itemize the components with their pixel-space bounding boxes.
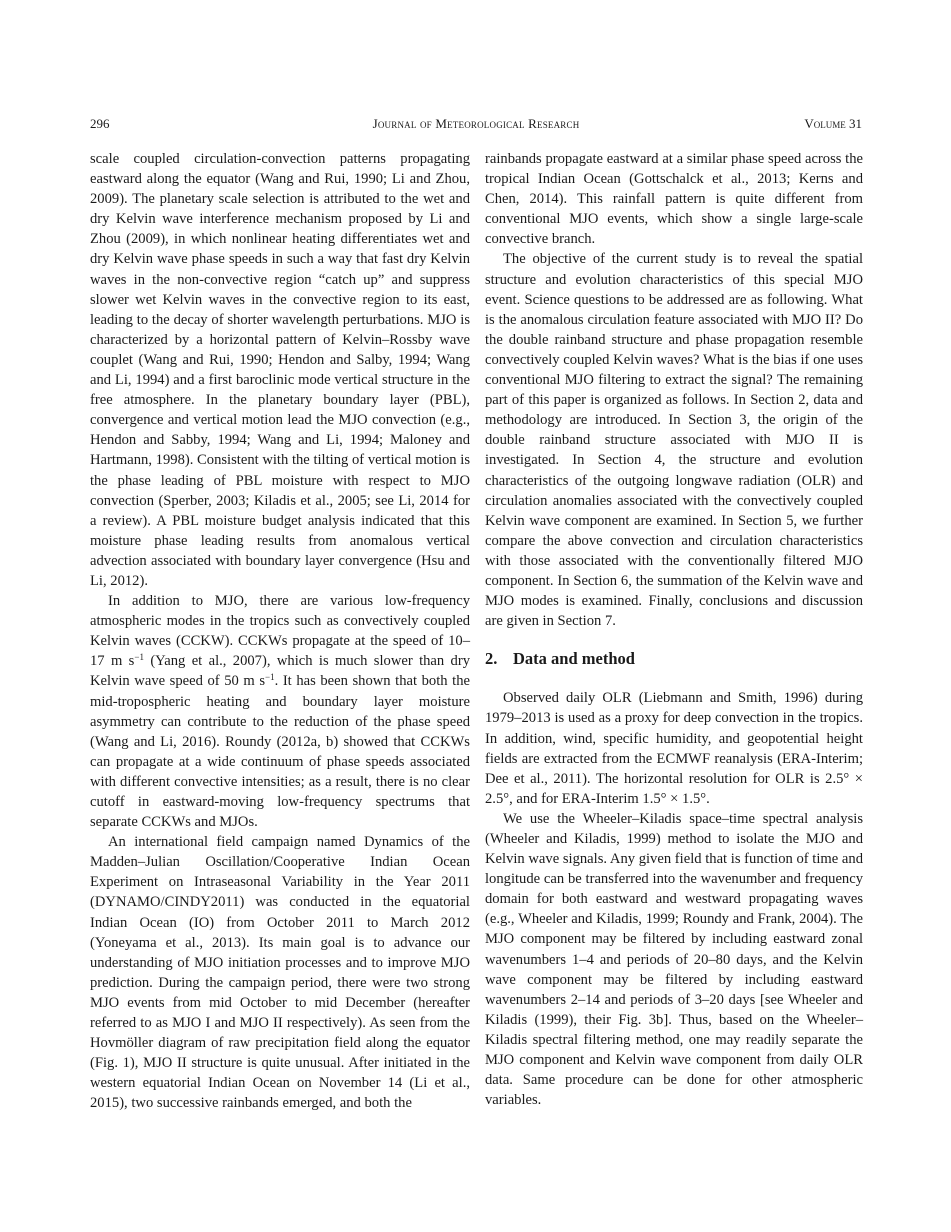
right-column xyxy=(485,149,863,1110)
section-title: Data and method xyxy=(513,649,635,669)
paragraph: The objective of the current study is to reveal the spatial structure and evolution characteristics of this special MJO event. Science questions to be addressed are as following. What is the anomalous circulation feature associated with MJO II? Do the double rainband structure and phase propagation resemble convectively coupled Kelvin waves? What is the bias if one uses conventional MJO filtering to extract the signal? The remaining part of this paper is organized as follows. In Section 2, data and methodology are introduced. In Section 3, the origin of the double rainband structure associated with MJO II is investigated. In Section 4, the structure and evolution characteristics of the outgoing longwave radiation (OLR) and circulation anomalies associated with the convectively coupled Kelvin wave component are examined. In Section 5, we further compare the above convection and circulation characteristics with those associated with the conventionally filtered MJO component. In Section 6, the summation of the Kelvin wave and MJO modes is examined. Finally, conclusions and discussion are given in Section 7. xyxy=(485,251,863,630)
volume-label: Volume 31 xyxy=(804,116,862,131)
page-header xyxy=(90,116,862,134)
paragraph: rainbands propagate eastward at a similar phase speed across the tropical Indian Ocean (Gottschalck et al., 2013; Kerns and Chen, 2014). This rainfall pattern is quite different from conventional MJO events, which show a single large-scale convective branch. xyxy=(485,151,863,248)
paragraph: An international field campaign named Dynamics of the Madden–Julian Oscillation/Cooperative Indian Ocean Experiment on Intraseasonal Variability in the Year 2011 (DYNAMO/CINDY2011) was conducted in the equatorial Indian Ocean (IO) from October 2011 to March 2012 (Yoneyama et al., 2013). Its main goal is to advance our understanding of MJO initiation processes and to improve MJO prediction. During the campaign period, there were two strong MJO events from mid October to mid December (hereafter referred to as MJO I and MJO II respectively). As seen from the Hovmöller diagram of raw precipitation field along the equator (Fig. 1), MJO II structure is quite unusual. After initiated in the western equatorial Indian Ocean on November 14 (Li et al., 2015), two successive rainbands emerged, and both the xyxy=(90,834,470,1112)
page-number: 296 xyxy=(90,116,110,131)
paragraph: In addition to MJO, there are various low-frequency atmospheric modes in the tropics such as convectively coupled Kelvin waves (CCKW). CCKWs propagate at the speed of 10–17 m $s^{-1}$ (Yang et al., 2007), which is much slower than dry Kelvin wave speed of 50 m $s^{-1}$. It has been shown that both the mid-tropospheric heating and boundary layer moisture asymmetry can contribute to the reduction of the phase speed (Wang and Li, 2016). Roundy (2012a, b) showed that CCKWs can propagate at a wide continuum of phase speeds associated with different convective intensities; as a result, there is no clear cutoff in eastward-moving low-frequency spectrums that separate CCKWs and MJOs. xyxy=(90,593,471,831)
superscript: −1 xyxy=(265,672,275,683)
paragraph: We use the Wheeler–Kiladis space–time spectral analysis (Wheeler and Kiladis, 1999) method to isolate the MJO and Kelvin wave signals. Any given field that is function of time and longitude can be transferred into the wavenumber and frequency domain for both eastward and westward propagating waves (e.g., Wheeler and Kiladis, 1999; Roundy and Frank, 2004). The MJO component may be filtered by including eastward zonal wavenumbers 1–4 and periods of 20–80 days, and the Kelvin wave component may be filtered by including eastward wavenumbers 2–14 and periods of 3–20 days [see Wheeler and Kiladis (1999), their Fig. 3b]. Thus, based on the Wheeler–Kiladis spectral filtering method, one may readily separate the MJO component and Kelvin wave component from daily OLR data. Same procedure can be done for other atmospheric variables. xyxy=(485,810,863,1109)
paragraph: Observed daily OLR (Liebmann and Smith, 1996) during 1979–2013 is used as a proxy for deep convection in the tropics. In addition, wind, specific humidity, and geopotential height fields are extracted from the ECMWF reanalysis (ERA-Interim; Dee et al., 2011). The horizontal resolution for OLR is 2.5° × 2.5°, and for ERA-Interim 1.5° × 1.5°. xyxy=(485,690,863,807)
section-number: 2. xyxy=(485,649,498,669)
section-heading xyxy=(485,649,863,669)
superscript: −1 xyxy=(134,652,144,663)
left-column xyxy=(90,149,470,1114)
paragraph: scale coupled circulation-convection patterns propagating eastward along the equator (Wang and Rui, 1990; Li and Zhou, 2009). The planetary scale selection is attributed to the wet and dry Kelvin wave interference mechanism proposed by Li and Zhou (2009), in which nonlinear heating differentiates wet and dry Kelvin wave phase speeds in such a way that fast dry Kelvin waves in the non-convective region “catch up” and suppress slower wet Kelvin waves in the convective region to its east, leading to the decay of shorter wavelength perturbations. MJO is characterized by a horizontal pattern of Kelvin–Rossby wave couplet (Wang and Rui, 1990; Hendon and Salby, 1994; Wang and Li, 1994) and a first baroclinic mode vertical structure in the free atmosphere. In the planetary boundary layer (PBL), convergence and vertical motion lead the MJO convection (e.g., Hendon and Sabby, 1994; Wang and Li, 1994; Maloney and Hartmann, 1998). Consistent with the tilting of vertical motion is the phase leading of PBL moisture with respect to MJO convection (Sperber, 2003; Kiladis et al., 2005; see Li, 2014 for a review). A PBL moisture budget analysis indicated that this moisture phase leading results from anomalous vertical advection associated with boundary layer convergence (Hsu and Li, 2012). xyxy=(90,151,470,589)
journal-title: Journal of Meteorological Research xyxy=(372,116,580,131)
